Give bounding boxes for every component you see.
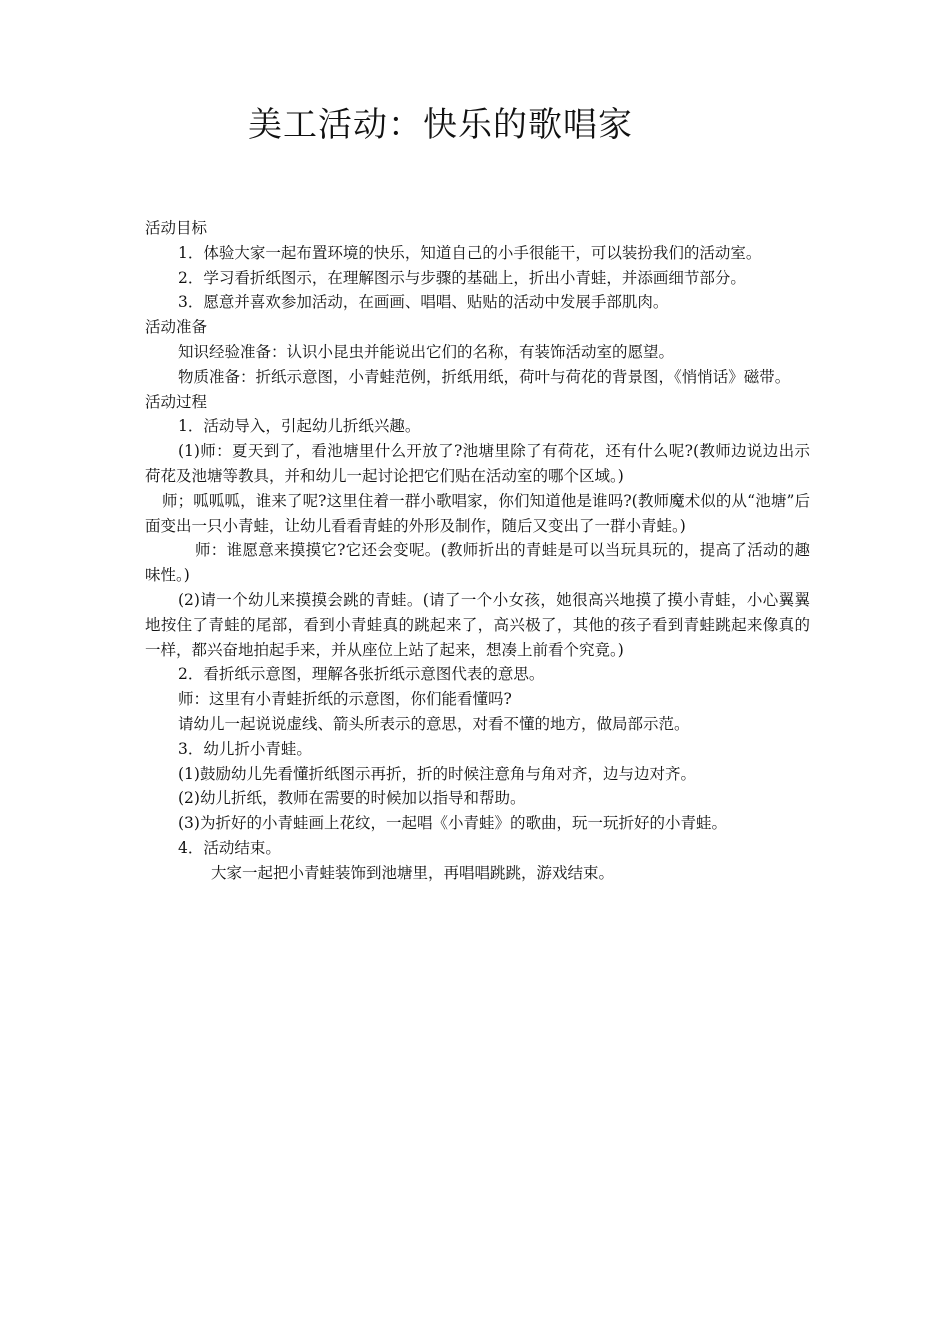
step-4-end: 大家一起把小青蛙装饰到池塘里，再唱唱跳跳，游戏结束。 bbox=[211, 863, 615, 882]
step-3-3: (3)为折好的小青蛙画上花纹，一起唱《小青蛙》的歌曲，玩一玩折好的小青蛙。 bbox=[178, 814, 727, 833]
page-title: 美工活动：快乐的歌唱家 bbox=[248, 105, 633, 145]
prep-heading: 活动准备 bbox=[145, 318, 208, 337]
step-1-2: (2)请一个幼儿来摸摸会跳的青蛙。(请了一个小女孩，她很高兴地摸了摸小青蛙，小心翼翼地按住了青蛙的尾部，看到小青蛙真的跳起来了，高兴极了，其他的孩子看到青蛙跳起来像真的一样，都兴奋地拍起手来，并从座位上站了起来，想凑上前看个究竟。) bbox=[145, 590, 810, 659]
goal-item-2: 2．学习看折纸图示，在理解图示与步骤的基础上，折出小青蛙，并添画细节部分。 bbox=[178, 268, 746, 287]
step-2-children: 请幼儿一起说说虚线、箭头所表示的意思，对看不懂的地方，做局部示范。 bbox=[178, 714, 690, 733]
goal-item-3: 3．愿意并喜欢参加活动，在画画、唱唱、贴贴的活动中发展手部肌肉。 bbox=[178, 293, 669, 312]
goal-item-1: 1．体验大家一起布置环境的快乐，知道自己的小手很能干，可以装扮我们的活动室。 bbox=[178, 243, 762, 262]
step-1-frog: 师；呱呱呱，谁来了呢?这里住着一群小歌唱家，你们知道他是谁吗?(教师魔术似的从“池塘”后面变出一只小青蛙，让幼儿看看青蛙的外形及制作，随后又变出了一群小青蛙。) bbox=[145, 491, 810, 535]
step-4: 4．活动结束。 bbox=[178, 838, 281, 857]
process-heading: 活动过程 bbox=[145, 392, 208, 411]
step-2-teacher: 师：这里有小青蛙折纸的示意图，你们能看懂吗? bbox=[178, 690, 512, 709]
document-body bbox=[145, 216, 810, 886]
step-1-touch: 师：谁愿意来摸摸它?它还会变呢。(教师折出的青蛙是可以当玩具玩的，提高了活动的趣味性。) bbox=[145, 541, 810, 585]
goals-heading: 活动目标 bbox=[145, 219, 208, 237]
step-3-1: (1)鼓励幼儿先看懂折纸图示再折，折的时候注意角与角对齐，边与边对齐。 bbox=[178, 764, 696, 783]
prep-material: 物质准备：折纸示意图，小青蛙范例，折纸用纸，荷叶与荷花的背景图，《悄悄话》磁带。 bbox=[178, 367, 791, 386]
step-2: 2．看折纸示意图，理解各张折纸示意图代表的意思。 bbox=[178, 665, 545, 684]
step-1-1: (1)师：夏天到了，看池塘里什么开放了?池塘里除了有荷花，还有什么呢?(教师边说边出示荷花及池塘等教具，并和幼儿一起讨论把它们贴在活动室的哪个区域。) bbox=[145, 442, 810, 485]
prep-knowledge: 知识经验准备：认识小昆虫并能说出它们的名称，有装饰活动室的愿望。 bbox=[178, 342, 675, 361]
step-1: 1．活动导入，引起幼儿折纸兴趣。 bbox=[178, 417, 421, 436]
step-3: 3．幼儿折小青蛙。 bbox=[178, 739, 312, 758]
step-3-2: (2)幼儿折纸，教师在需要的时候加以指导和帮助。 bbox=[178, 789, 526, 808]
